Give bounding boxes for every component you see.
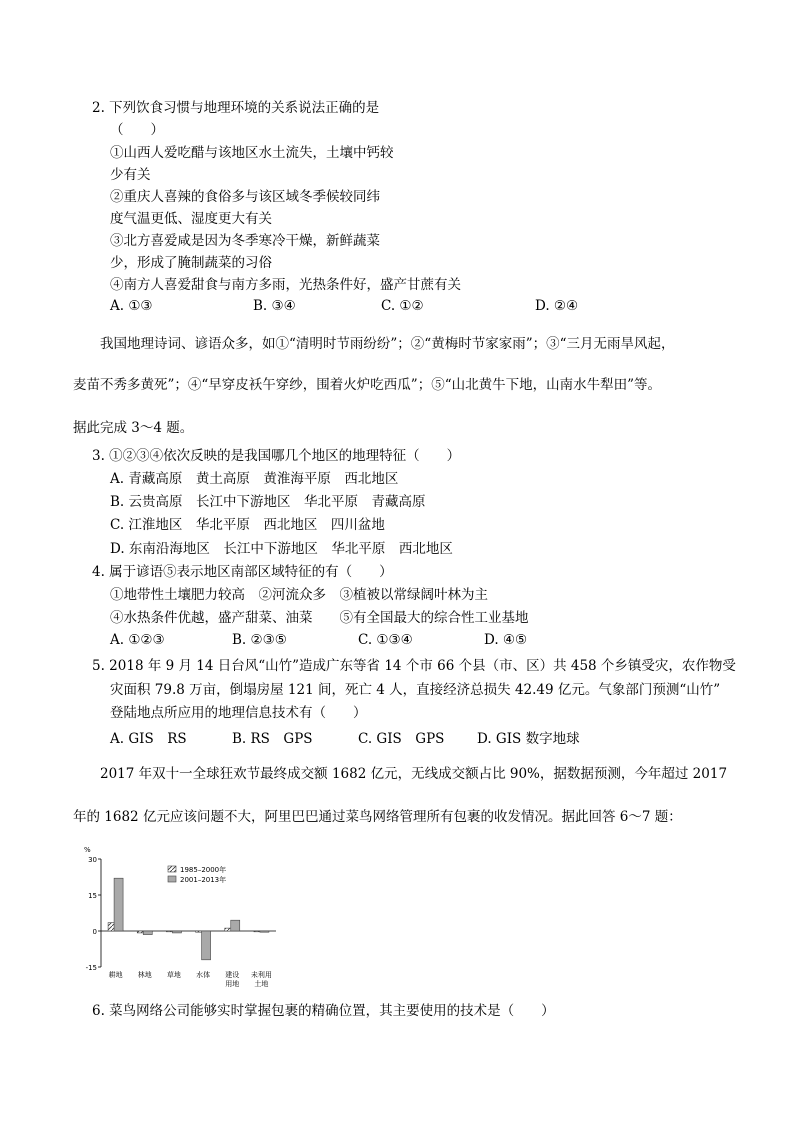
q2-opt2b: 度气温更低、湿度更大有关 [110,211,272,227]
category-label: 水体 [196,971,211,979]
category-label: 耕地 [108,971,123,979]
land-use-chart [80,842,280,994]
q2-choice-d: D. ②④ [535,298,579,314]
q3-choice-d: D. 东南沿海地区 长江中下游地区 华北平原 西北地区 [110,541,453,557]
q2-opt1b: 少有关 [110,167,151,183]
y-tick-label: 15 [88,892,97,900]
category-label: 用地 [225,980,240,988]
q5-line1: 5. 2018 年 9 月 14 日台风“山竹”造成广东等省 14 个市 66 个县（市、区）共 458 个乡镇受灾，农作物受 [92,658,736,674]
q4-choice-b: B. ②③⑤ [232,632,287,648]
q2-opt1a: ①山西人爱吃醋与该地区水土流失，土壤中钙较 [110,145,394,161]
material2-line1: 2017 年双十一全球狂欢节最终成交额 1682 亿元，无线成交额占比 90%，据数据预测，今年超过 2017 [100,766,728,782]
bar [202,931,211,960]
q5-choice-c: C. GIS GPS [358,731,445,747]
q3-choice-a: A. 青藏高原 黄土高原 黄淮海平原 西北地区 [110,471,399,487]
material2-line2: 年的 1682 亿元应该问题不大，阿里巴巴通过菜鸟网络管理所有包裹的收发情况。据此回答 6～7 题： [73,809,682,825]
q3-choice-c: C. 江淮地区 华北平原 西北地区 四川盆地 [110,517,385,533]
q2-opt3b: 少，形成了腌制蔬菜的习俗 [110,255,272,271]
category-label: 土地 [254,980,269,988]
bar [231,920,240,931]
material1-line3: 据此完成 3～4 题。 [73,420,194,436]
q2-choice-a: A. ①③ [110,298,153,314]
q2-opt4: ④南方人喜爱甜食与南方多雨，光热条件好，盛产甘蔗有关 [110,277,461,293]
q3-choice-b: B. 云贵高原 长江中下游地区 华北平原 青藏高原 [110,494,426,510]
q2-opt3a: ③北方喜爱咸是因为冬季寒冷干燥，新鲜蔬菜 [110,233,380,249]
q3-stem: 3. ①②③④依次反映的是我国哪几个地区的地理特征（ ） [92,448,461,464]
y-tick-label: -15 [85,964,97,972]
q4-row2: ④水热条件优越，盛产甜菜、油菜 ⑤有全国最大的综合性工业基地 [110,610,529,626]
q2-stem: 2. 下列饮食习惯与地理环境的关系说法正确的是 [92,100,380,116]
q6-stem: 6. 菜鸟网络公司能够实时掌握包裹的精确位置，其主要使用的技术是（ ） [92,1003,555,1019]
y-unit-label: % [84,846,91,854]
category-label: 林地 [137,971,152,979]
legend-swatch [168,866,176,872]
q5-line2: 灾面积 79.8 万亩，倒塌房屋 121 间，死亡 4 人，直接经济总损失 42.49 亿元。气象部门预测“山竹” [110,682,721,698]
bar [143,931,152,935]
q2-choice-c: C. ①② [381,298,424,314]
q4-row1: ①地带性土壤肥力较高 ②河流众多 ③植被以常绿阔叶林为主 [110,587,488,603]
material1-line2: 麦苗不秀多黄死”；④“早穿皮袄午穿纱，围着火炉吃西瓜”；⑤“山北黄牛下地，山南水牛犁田”等。 [73,377,662,393]
y-tick-label: 0 [92,928,97,936]
q5-choice-d: D. GIS 数字地球 [477,731,580,747]
q5-line3: 登陆地点所应用的地理信息技术有（ ） [110,705,367,721]
q4-choice-d: D. ④⑤ [484,632,528,648]
q2-opt2a: ②重庆人喜辣的食俗多与该区域冬季候较同纬 [110,189,380,205]
material1-line1: 我国地理诗词、谚语众多，如①“清明时节雨纷纷”；②“黄梅时节家家雨”；③“三月无雨旱风起， [100,336,675,352]
q4-stem: 4. 属于谚语⑤表示地区南部区域特征的有（ ） [92,564,393,580]
q4-choice-a: A. ①②③ [110,632,165,648]
legend-swatch [168,876,176,882]
bar [260,931,269,932]
legend-label: 1985–2000年 [180,866,227,874]
bar [172,931,181,933]
bar [114,878,123,931]
q4-choice-c: C. ①③④ [358,632,413,648]
q2-choice-b: B. ③④ [253,298,296,314]
q2-paren: （ ） [110,122,164,138]
q5-choice-b: B. RS GPS [232,731,313,747]
y-tick-label: 30 [88,856,97,864]
category-label: 草地 [166,971,181,979]
q5-choice-a: A. GIS RS [110,731,187,747]
legend-label: 2001–2013年 [180,876,227,884]
category-label: 未利用 [250,971,272,979]
category-label: 建设 [225,971,240,979]
